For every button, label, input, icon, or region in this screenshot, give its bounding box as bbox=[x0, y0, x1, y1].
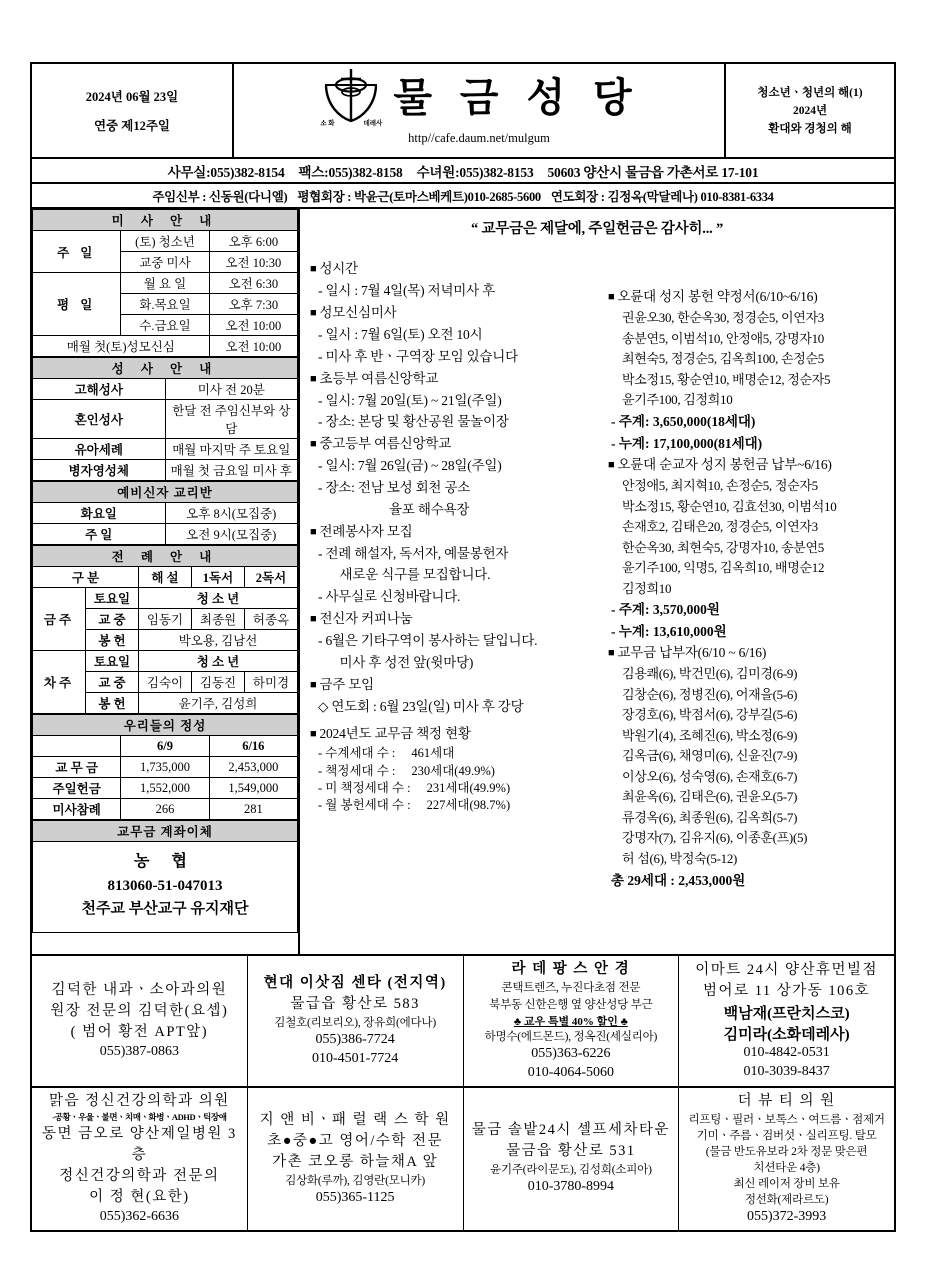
announcement-head-text: 전신자 커피나눔 bbox=[319, 611, 413, 627]
church-name: 물 금 성 당 bbox=[393, 75, 639, 121]
announcement-line-cont: 율포 해수욕장 bbox=[370, 501, 470, 517]
ad-line: (물금 반도유보라 2차 정문 맞은편 bbox=[705, 1145, 868, 1158]
ad-line: 현대 이삿짐 센타 (전지역) bbox=[263, 975, 447, 992]
announcement-line-cont: 미사 후 성전 앞(윗마당) bbox=[330, 654, 474, 670]
offering-title: 우리들의 정성 bbox=[33, 715, 298, 736]
budget-label: - 책정세대 수 : bbox=[318, 763, 396, 778]
ad-line: 지 앤 비ㆍ패 럴 랙 스 학 원 bbox=[259, 1111, 451, 1128]
ad-line: 정선화(제라르도) bbox=[744, 1194, 829, 1206]
sacrament-value: 매월 마지막 주 토요일 bbox=[165, 439, 298, 460]
pledge-cumulative-total: - 누계: 17,100,000(81세대) bbox=[611, 435, 763, 451]
ad-line: 이마트 24시 양산휴먼빌점 bbox=[695, 962, 879, 979]
notice-column bbox=[300, 209, 894, 954]
theme-line-3: 환대와 경청의 해 bbox=[768, 123, 852, 136]
bulletin-body bbox=[32, 209, 894, 956]
ad-line: 맑음 정신건강의학과 의원 bbox=[48, 1093, 230, 1110]
announcement-line: - 일시: 7월 20일(토) ~ 21일(주일) bbox=[318, 392, 502, 408]
ad-line: 더 뷰 티 의 원 bbox=[737, 1092, 836, 1109]
ad-phone: 010-3039-8437 bbox=[743, 1063, 830, 1079]
ad-phone: 055)365-1125 bbox=[315, 1189, 395, 1205]
ad-line: ( 범어 황전 APT앞) bbox=[70, 1024, 209, 1041]
parish-address: 50603 양산시 물금읍 가촌서로 17-101 bbox=[547, 164, 759, 180]
ad-psychiatry-clinic[interactable] bbox=[32, 1088, 248, 1230]
weekday-label: 평 일 bbox=[33, 273, 121, 336]
budget-value: 461세대 bbox=[411, 746, 455, 761]
liturgy-header-commentator: 해 설 bbox=[139, 567, 192, 588]
ad-line: 최신 레이저 장비 보유 bbox=[733, 1177, 840, 1190]
contact-row bbox=[32, 159, 894, 184]
announcement-line: - 전례 해설자, 독서자, 예물봉헌자 bbox=[318, 545, 509, 561]
dues-line: 김용쾌(6), 박건민(6), 김미경(6-9) bbox=[622, 666, 798, 682]
ad-phone: 055)386-7724 bbox=[315, 1032, 395, 1048]
announcement-item bbox=[310, 302, 594, 368]
sacrament-label: 병자영성체 bbox=[33, 460, 166, 481]
announcement-line: - 장소: 전남 보성 회천 공소 bbox=[318, 480, 471, 496]
ad-optician[interactable] bbox=[464, 956, 680, 1085]
dues-line: 장경호(6), 박점서(6), 강부길(5-6) bbox=[622, 707, 798, 723]
dues-total: 총 29세대 : 2,453,000원 bbox=[611, 872, 746, 888]
mass-row-time: 오전 6:30 bbox=[209, 273, 297, 294]
reader2: 허종옥 bbox=[245, 609, 298, 630]
announcements-column bbox=[300, 252, 600, 997]
bullet-square-icon: ■ bbox=[310, 525, 317, 538]
announcement-line: - 일시 : 7월 6일(토) 오전 10시 bbox=[318, 327, 483, 343]
budget-label: - 수계세대 수 : bbox=[318, 746, 396, 761]
ad-academy[interactable] bbox=[248, 1088, 464, 1230]
budget-head-text: 2024년도 교무금 책정 현황 bbox=[319, 726, 471, 742]
offering-label: 봉 헌 bbox=[86, 630, 139, 651]
offering-row-value: 266 bbox=[121, 799, 209, 820]
budget-value: 230세대(49.9%) bbox=[411, 763, 495, 778]
donor-line: 권윤오30, 한순옥30, 정경순5, 이연자3 bbox=[622, 310, 824, 326]
catechumen-value: 오전 9시(모집중) bbox=[165, 524, 298, 545]
liturgical-day: 연중 제12주일 bbox=[93, 118, 170, 133]
liturgy-header-reading1: 1독서 bbox=[192, 567, 245, 588]
donor-line: 한순옥30, 최현숙5, 강명자10, 송분연5 bbox=[622, 539, 824, 555]
masthead-date-block bbox=[32, 64, 234, 157]
next-week-label: 차주 bbox=[33, 651, 86, 714]
ad-specialties: -공황ㆍ우울ㆍ불면ㆍ치매ㆍ화병ㆍADHDㆍ틱장애 bbox=[52, 1112, 227, 1123]
saturday-value: 청 소 년 bbox=[139, 651, 298, 672]
bullet-square-icon: ■ bbox=[310, 372, 317, 385]
convent-phone: 수녀원:055)382-8153 bbox=[416, 164, 534, 180]
dues-line: 허 섬(6), 박정숙(5-12) bbox=[622, 851, 738, 867]
sacrament-value: 매월 첫 금요일 미사 후 bbox=[165, 460, 298, 481]
bank-account-holder: 천주교 부산교구 유지재단 bbox=[81, 901, 249, 918]
bank-name: 농 협 bbox=[134, 853, 196, 871]
catechumen-label: 화요일 bbox=[33, 503, 166, 524]
donor-line: 안정애5, 최지혁10, 손정순5, 정순자5 bbox=[622, 478, 818, 493]
announcement-line: - 일시: 7월 26일(금) ~ 28일(주일) bbox=[318, 458, 502, 474]
mass-row-name: 월 요 일 bbox=[121, 273, 209, 294]
mass-row-name: 수.금요일 bbox=[121, 315, 209, 336]
bullet-square-icon: ■ bbox=[310, 613, 317, 626]
bullet-square-icon: ■ bbox=[310, 438, 317, 451]
announcement-item bbox=[310, 368, 594, 434]
bulletin-date: 2024년 06월 23일 bbox=[85, 89, 179, 104]
offering-summary-table bbox=[32, 714, 298, 820]
bullet-square-icon: ■ bbox=[310, 307, 317, 320]
bullet-square-icon: ■ bbox=[608, 459, 615, 472]
donations-column bbox=[600, 252, 894, 997]
mass-schedule-title: 미 사 안 내 bbox=[33, 210, 298, 231]
ad-phone: 055)387-0863 bbox=[99, 1044, 180, 1060]
ad-phone: 010-4501-7724 bbox=[311, 1051, 399, 1067]
payment-block bbox=[608, 454, 890, 642]
announcement-head bbox=[310, 674, 594, 696]
dues-line: 류경옥(6), 최종원(6), 김옥희(5-7) bbox=[622, 809, 798, 825]
logo-caption-left: 소 화 bbox=[320, 120, 335, 127]
council-chair-info: 평협회장 : 박윤근(토마스베케트)010-2685-5600 bbox=[297, 189, 541, 204]
offering-row-value: 1,549,000 bbox=[209, 778, 297, 799]
saturday-label: 토요일 bbox=[86, 588, 139, 609]
logo-caption bbox=[319, 118, 383, 127]
ad-phone: 010-3780-8994 bbox=[527, 1179, 615, 1195]
announcement-line: - 일시 : 7월 4일(목) 저녁미사 후 bbox=[318, 283, 495, 299]
budget-head bbox=[310, 723, 594, 745]
theme-line-2: 2024년 bbox=[792, 105, 828, 118]
ad-line: 물금읍 황산로 531 bbox=[506, 1143, 636, 1160]
ad-line: 북부동 신한은행 옆 양산성당 부근 bbox=[489, 998, 653, 1011]
weekly-quote: “ 교무금은 제달에, 주일헌금은 감사히... ” bbox=[470, 221, 724, 238]
ad-line: 윤기주(라이문도), 김성희(소피아) bbox=[490, 1164, 652, 1177]
budget-row bbox=[310, 763, 594, 780]
sacrament-label: 유아세례 bbox=[33, 439, 166, 460]
offering-date-1: 6/9 bbox=[121, 736, 209, 757]
ad-line: 콘택트렌즈, 누진다초점 전문 bbox=[501, 982, 641, 995]
ad-moving-company[interactable] bbox=[248, 956, 464, 1085]
payment-head bbox=[608, 454, 890, 476]
bulletin-sheet bbox=[30, 62, 896, 1232]
reader1: 김동진 bbox=[192, 672, 245, 693]
liturgy-roster-table bbox=[32, 545, 298, 714]
announcement-line: - 미사 후 반ㆍ구역장 모임 있습니다 bbox=[318, 348, 518, 364]
monthly-mass-time: 오전 10:00 bbox=[209, 336, 297, 357]
dues-line: 이상오(6), 성숙영(6), 손재호(6-7) bbox=[622, 768, 798, 784]
parish-logo bbox=[319, 67, 383, 129]
catechumen-table bbox=[32, 481, 298, 545]
office-phone: 사무실:055)382-8154 bbox=[167, 164, 285, 180]
budget-label: - 미 책정세대 수 : bbox=[318, 780, 411, 795]
offering-persons: 윤기주, 김성희 bbox=[139, 693, 298, 714]
mass-row-time: 오후 6:00 bbox=[209, 231, 297, 252]
ad-discount-badge: ♣ 교우 특별 40% 할인 ♣ bbox=[513, 1015, 628, 1028]
announcement-line: - 장소: 본당 및 황산공원 물놀이장 bbox=[318, 414, 509, 430]
catechumen-value: 오후 8시(모집중) bbox=[165, 503, 298, 524]
offering-row-label: 주일헌금 bbox=[33, 778, 121, 799]
ad-row-1 bbox=[32, 956, 894, 1087]
announcement-head-text: 성시간 bbox=[319, 261, 358, 277]
payment-weekly-total: - 주계: 3,570,000원 bbox=[611, 602, 720, 618]
donor-line: 박소정15, 황순연10, 배명순12, 정순자5 bbox=[622, 371, 831, 387]
announcement-head-text: 중고등부 여름신앙학교 bbox=[319, 436, 452, 452]
budget-label: - 월 봉헌세대 수 : bbox=[318, 798, 411, 813]
ad-phone: 055)372-3993 bbox=[746, 1209, 827, 1225]
ad-phone: 010-4842-0531 bbox=[743, 1045, 830, 1061]
donor-line: 손재호2, 김태은20, 정경순5, 이연자3 bbox=[622, 519, 818, 535]
sacrament-label: 고해성사 bbox=[33, 379, 166, 400]
mass-label: 교 중 bbox=[86, 672, 139, 693]
announcement-head-text: 금주 모임 bbox=[319, 676, 374, 692]
announcement-head-text: 전례봉사자 모집 bbox=[319, 523, 413, 539]
offering-label: 봉 헌 bbox=[86, 693, 139, 714]
saturday-label: 토요일 bbox=[86, 651, 139, 672]
budget-value: 231세대(49.9%) bbox=[426, 780, 511, 795]
announcement-head bbox=[310, 258, 594, 280]
masthead bbox=[32, 64, 894, 159]
bullet-square-icon: ■ bbox=[310, 678, 317, 691]
budget-value: 227세대(98.7%) bbox=[426, 798, 511, 813]
dues-head bbox=[608, 642, 890, 664]
ad-clinic-kimdeokhan[interactable] bbox=[32, 956, 248, 1085]
announcement-line: ◇ 연도회 : 6월 23일(일) 미사 후 강당 bbox=[318, 698, 524, 714]
catechumen-label: 주 일 bbox=[33, 524, 166, 545]
bank-account-number: 813060-51-047013 bbox=[107, 878, 223, 895]
dues-line: 김옥금(6), 채영미(6), 신윤진(7-9) bbox=[622, 748, 798, 764]
ad-line: 김상화(루까), 김영란(모니카) bbox=[285, 1174, 426, 1187]
bullet-square-icon: ■ bbox=[310, 263, 317, 276]
ad-emart24[interactable] bbox=[679, 956, 894, 1085]
liturgy-header-reading2: 2독서 bbox=[245, 567, 298, 588]
ad-line: 김철호(리보리오), 장유희(에다나) bbox=[274, 1017, 436, 1030]
ad-line: 가촌 코오롱 하늘채A 앞 bbox=[272, 1153, 439, 1170]
announcement-item bbox=[310, 521, 594, 608]
pledge-weekly-total: - 주계: 3,650,000(18세대) bbox=[611, 413, 756, 429]
ad-line: 리프팅ㆍ필러ㆍ보톡스ㆍ여드름ㆍ점제거 bbox=[688, 1113, 885, 1126]
sunday-label: 주 일 bbox=[33, 231, 121, 273]
pledge-head bbox=[608, 286, 890, 308]
donor-line: 박소정15, 황순연10, 김효선30, 이범석10 bbox=[622, 498, 837, 514]
liturgy-title: 전 례 안 내 bbox=[33, 546, 298, 567]
ad-line: 하명수(에드몬드), 정옥진(세실리아) bbox=[484, 1030, 658, 1043]
ad-line: 동면 금오로 양산제일병원 3층 bbox=[42, 1125, 237, 1163]
liturgy-header-category: 구 분 bbox=[33, 567, 139, 588]
reader1: 최종원 bbox=[192, 609, 245, 630]
donor-line: 윤기주100, 김정희10 bbox=[622, 392, 733, 408]
staff-row bbox=[32, 184, 894, 209]
ad-carwash[interactable] bbox=[464, 1088, 680, 1230]
ad-phone: 010-4064-5060 bbox=[527, 1064, 615, 1080]
offering-row-value: 1,552,000 bbox=[121, 778, 209, 799]
sacrament-table bbox=[32, 357, 298, 481]
commentator: 임동기 bbox=[139, 609, 192, 630]
mass-schedule-table bbox=[32, 209, 298, 357]
ad-line: 치션타운 4층) bbox=[753, 1161, 820, 1174]
logo-caption-right: 데레사 bbox=[363, 120, 383, 127]
ad-line: 정신건강의학과 전문의 bbox=[59, 1167, 220, 1184]
dues-block bbox=[608, 642, 890, 891]
bank-transfer-header bbox=[32, 820, 298, 842]
announcement-head bbox=[310, 521, 594, 543]
donor-line: 송분연5, 이범석10, 안정애5, 강명자10 bbox=[622, 330, 824, 346]
donor-line: 김정희10 bbox=[622, 580, 672, 596]
ad-line: 김덕한 내과ㆍ소아과의원 bbox=[51, 982, 228, 998]
catechumen-title: 예비신자 교리반 bbox=[33, 482, 298, 503]
pastor-info: 주임신부 : 신동원(다니엘) bbox=[152, 189, 288, 204]
donor-line: 윤기주100, 익명5, 김옥희10, 배명순12 bbox=[622, 560, 825, 576]
dues-line: 강명자(7), 김유지(6), 이종훈(프)(5) bbox=[622, 830, 808, 846]
announcement-head bbox=[310, 368, 594, 390]
offering-row-label: 교 무 금 bbox=[33, 757, 121, 778]
ad-line: 물급읍 황산로 583 bbox=[290, 996, 420, 1013]
ad-line: 라 데 팡 스 안 경 bbox=[511, 961, 631, 978]
budget-status-block bbox=[310, 723, 594, 814]
mass-row-name: (토) 청소년 bbox=[121, 231, 209, 252]
masthead-title-block bbox=[234, 64, 724, 157]
offering-corner bbox=[33, 736, 121, 757]
commentator: 김숙이 bbox=[139, 672, 192, 693]
ad-phone: 055)363-6226 bbox=[531, 1045, 611, 1061]
offering-row-value: 2,453,000 bbox=[209, 757, 297, 778]
sacrament-value: 한달 전 주임신부와 상담 bbox=[165, 400, 298, 439]
announcement-item bbox=[310, 608, 594, 674]
logo-and-name bbox=[319, 67, 638, 129]
fax-number: 팩스:055)382-8158 bbox=[298, 164, 403, 180]
announcement-head bbox=[310, 302, 594, 324]
budget-row bbox=[310, 797, 594, 814]
announcement-head-text: 초등부 여름신앙학교 bbox=[319, 370, 439, 386]
ad-line: 기미ㆍ주름ㆍ검버섯ㆍ실리프팅. 탈모 bbox=[696, 1129, 877, 1142]
ad-line: 초●중●고 영어/수학 전문 bbox=[267, 1132, 444, 1149]
announcement-head bbox=[310, 608, 594, 630]
offering-row-value: 1,735,000 bbox=[121, 757, 209, 778]
dues-line: 김창순(6), 정병진(6), 어재을(5-6) bbox=[622, 686, 798, 702]
mass-row-time: 오후 7:30 bbox=[209, 294, 297, 315]
offering-persons: 박오용, 김남선 bbox=[139, 630, 298, 651]
mass-label: 교 중 bbox=[86, 609, 139, 630]
theme-line-1: 청소년ㆍ청년의 해(1) bbox=[757, 87, 863, 100]
ad-beauty-clinic[interactable] bbox=[679, 1088, 894, 1230]
announcement-line: - 6월은 기타구역이 봉사하는 달입니다. bbox=[318, 633, 538, 649]
mass-row-name: 교중 미사 bbox=[121, 252, 209, 273]
sacrament-title: 성 사 안 내 bbox=[33, 358, 298, 379]
announcement-head bbox=[310, 433, 594, 455]
bullet-square-icon: ■ bbox=[310, 728, 317, 741]
ad-row-2 bbox=[32, 1088, 894, 1230]
sacrament-label: 혼인성사 bbox=[33, 400, 166, 439]
mass-row-time: 오전 10:30 bbox=[209, 252, 297, 273]
bank-account-block bbox=[32, 842, 298, 932]
bullet-square-icon: ■ bbox=[608, 647, 615, 660]
payment-head-text: 오륜대 순교자 성지 봉헌금 납부~6/16) bbox=[617, 457, 832, 473]
reader2: 하미경 bbox=[245, 672, 298, 693]
dues-line: 박원기(4), 조혜진(6), 박소정(6-9) bbox=[622, 727, 798, 743]
ad-phone: 055)362-6636 bbox=[99, 1208, 180, 1224]
mass-row-time: 오전 10:00 bbox=[209, 315, 297, 336]
announcement-head-text: 성모신심미사 bbox=[319, 305, 397, 321]
this-week-label: 금주 bbox=[33, 588, 86, 651]
budget-row bbox=[310, 780, 594, 797]
ad-line: 원장 전문의 김덕한(요셉) bbox=[50, 1003, 229, 1020]
advertisement-section bbox=[32, 956, 894, 1230]
offering-row-label: 미사참례 bbox=[33, 799, 121, 820]
announcement-item bbox=[310, 258, 594, 302]
dues-head-text: 교무금 납부자(6/10 ~ 6/16) bbox=[617, 645, 767, 661]
pledge-head-text: 오륜대 성지 봉헌 약정서(6/10~6/16) bbox=[617, 289, 818, 305]
pledge-block bbox=[608, 286, 890, 454]
announcement-item bbox=[310, 433, 594, 520]
sacrament-value: 미사 전 20분 bbox=[165, 379, 298, 400]
ad-owner-name: 백남재(프란치스코) bbox=[723, 1006, 850, 1023]
ad-owner-name: 김미라(소화데레사) bbox=[723, 1027, 850, 1044]
yeondo-chair-info: 연도회장 : 김정옥(막달레나) 010-8381-6334 bbox=[550, 189, 774, 204]
notice-wrap bbox=[300, 252, 894, 997]
offering-date-2: 6/16 bbox=[209, 736, 297, 757]
budget-row bbox=[310, 745, 594, 762]
bank-title: 교무금 계좌이체 bbox=[33, 821, 298, 842]
left-column bbox=[32, 209, 300, 954]
masthead-theme-block bbox=[724, 64, 894, 157]
announcement-line-cont: 새로운 식구를 모집합니다. bbox=[330, 567, 491, 583]
payment-cumulative-total: - 누계: 13,610,000원 bbox=[611, 623, 727, 639]
ad-line: 이 정 현(요한) bbox=[89, 1188, 190, 1205]
donor-line: 최현숙5, 정경순5, 김옥희100, 손정순5 bbox=[622, 351, 824, 367]
announcement-item bbox=[310, 674, 594, 718]
announcement-line: - 사무실로 신청바랍니다. bbox=[318, 589, 461, 605]
monthly-mass-name: 매월 첫(토)성모신심 bbox=[33, 336, 210, 357]
mass-row-name: 화.목요일 bbox=[121, 294, 209, 315]
dues-line: 최윤옥(6), 김태은(6), 권윤오(5-7) bbox=[622, 789, 798, 805]
ad-line: 범어로 11 상가동 106호 bbox=[703, 983, 871, 1000]
saturday-value: 청 소 년 bbox=[139, 588, 298, 609]
ad-line: 물금 솔밭24시 셀프세차타운 bbox=[471, 1122, 671, 1139]
offering-row-value: 281 bbox=[209, 799, 297, 820]
cafe-url[interactable]: http//cafe.daum.net/mulgum bbox=[408, 131, 550, 145]
bullet-square-icon: ■ bbox=[608, 291, 615, 304]
